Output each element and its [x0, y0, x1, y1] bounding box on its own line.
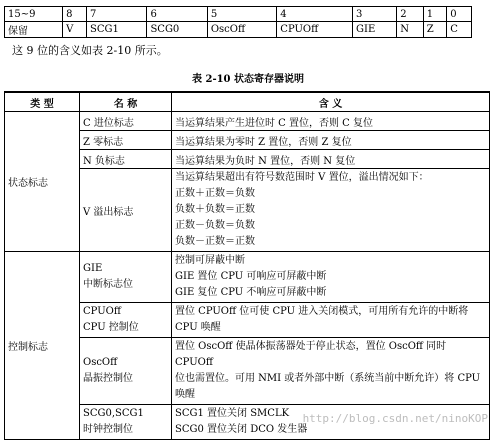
table-row	[5, 112, 490, 131]
meaning-cell	[172, 252, 490, 303]
type-cell-control: 控制标志	[5, 252, 80, 440]
bit-value-cell: Z	[423, 22, 447, 38]
meaning-cell	[172, 169, 490, 252]
name-line: 晶振控制位	[83, 373, 133, 384]
meaning-line: 位也需置位。可用 NMI 或者外部中断（系统当前中断允许）将 CPU	[175, 373, 481, 384]
watermark: http://blog.csdn.net/ninoKOP	[302, 412, 488, 425]
bit-cell: 4	[277, 7, 353, 22]
bit-value-cell: CPUOff	[277, 22, 353, 38]
name-line: SCG0,SCG1	[83, 408, 144, 419]
meaning-line: 正数＋正数＝负数	[175, 188, 255, 199]
name-cell	[80, 405, 172, 440]
name-line: CPU 控制位	[83, 322, 139, 333]
table-row	[5, 252, 490, 303]
header-row	[5, 92, 490, 112]
name-cell: Z 零标志	[80, 131, 172, 150]
meaning-line: 正数－负数＝负数	[175, 220, 255, 231]
bit-value-cell: V	[63, 22, 87, 38]
meaning-cell: 当运算结果为零时 Z 置位，否则 Z 复位	[172, 131, 490, 150]
header-name: 名 称	[80, 92, 172, 112]
bit-cell: 7	[87, 7, 147, 22]
name-line: 时钟控制位	[83, 424, 133, 435]
bit-cell: 8	[63, 7, 87, 22]
bit-value-cell: OscOff	[207, 22, 276, 38]
status-register-table	[4, 91, 490, 440]
meaning-line: GIE 置位 CPU 可响应可屏蔽中断	[175, 271, 327, 282]
header-meaning: 含 义	[172, 92, 490, 112]
bit-value-cell: GIE	[353, 22, 397, 38]
meaning-cell: 当运算结果产生进位时 C 置位，否则 C 复位	[172, 112, 490, 131]
meaning-cell	[172, 338, 490, 405]
bit-value-cell: 保留	[5, 22, 63, 38]
bit-cell: 2	[397, 7, 424, 22]
bit-number-row	[5, 7, 472, 22]
name-line: 中断标志位	[83, 279, 133, 290]
name-cell	[80, 303, 172, 338]
bit-value-cell: SCG1	[87, 22, 147, 38]
name-cell: V 溢出标志	[80, 169, 172, 252]
meaning-line: 置位 CPUOff 位可使 CPU 进入关闭模式，可用所有允许的中断将	[175, 306, 469, 317]
meaning-line: 控制可屏蔽中断	[175, 255, 245, 266]
bit-layout-table	[4, 6, 472, 38]
bit-cell: 0	[447, 7, 472, 22]
name-cell: C 进位标志	[80, 112, 172, 131]
bit-value-cell: SCG0	[147, 22, 207, 38]
bit-value-cell: N	[397, 22, 424, 38]
meaning-line: 当运算结果超出有符号数范围时 V 置位，溢出情况如下：	[175, 172, 429, 183]
meaning-line: SCG1 置位关闭 SMCLK	[175, 408, 290, 419]
meaning-cell	[172, 303, 490, 338]
meaning-line: SCG0 置位关闭 DCO 发生器	[175, 424, 308, 435]
bit-value-cell: C	[447, 22, 472, 38]
name-cell	[80, 252, 172, 303]
type-cell-status: 状态标志	[5, 112, 80, 252]
name-line: OscOff	[83, 357, 118, 368]
name-line: GIE	[83, 263, 103, 274]
bit-cell: 6	[147, 7, 207, 22]
name-line: CPUOff	[83, 306, 121, 317]
meaning-cell: 当运算结果为负时 N 置位，否则 N 复位	[172, 150, 490, 169]
table-caption: 表 2-10 状态寄存器说明	[192, 74, 304, 85]
bit-cell: 3	[353, 7, 397, 22]
intro-paragraph: 这 9 位的含义如表 2-10 所示。	[12, 44, 168, 57]
meaning-line: CPU 唤醒	[175, 322, 221, 333]
header-type: 类 型	[5, 92, 80, 112]
meaning-line: GIE 复位 CPU 不响应可屏蔽中断	[175, 287, 327, 298]
meaning-line: 负数－正数＝正数	[175, 236, 255, 247]
bit-name-row	[5, 22, 472, 38]
bit-cell: 1	[423, 7, 447, 22]
meaning-line: 唤醒	[175, 389, 195, 400]
bit-cell: 15~9	[5, 7, 63, 22]
name-cell	[80, 338, 172, 405]
bit-cell: 5	[207, 7, 276, 22]
meaning-line: 置位 OscOff 使晶体振荡器处于停止状态，置位 OscOff 同时 CPUOff	[175, 341, 447, 368]
name-cell: N 负标志	[80, 150, 172, 169]
meaning-line: 负数＋负数＝正数	[175, 204, 255, 215]
